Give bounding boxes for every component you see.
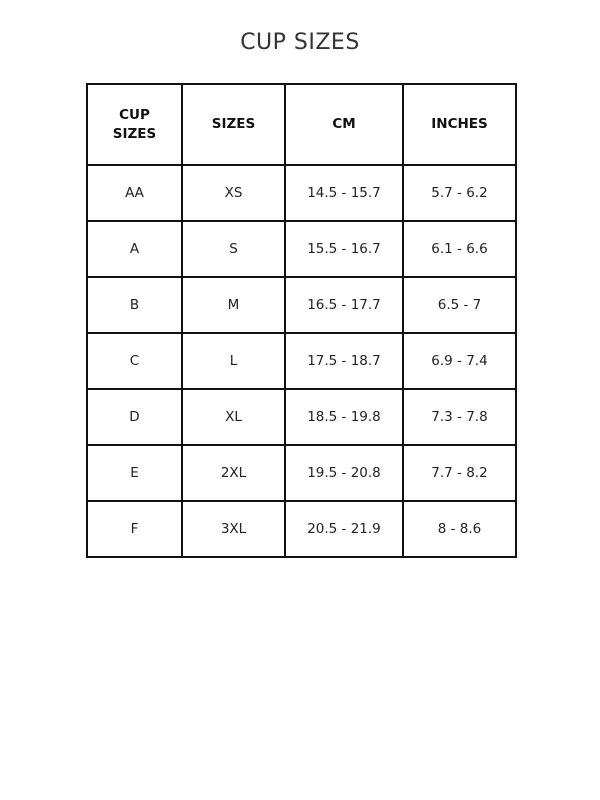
cell-cm: 20.5 - 21.9	[285, 501, 403, 557]
cell-cm: 16.5 - 17.7	[285, 277, 403, 333]
table-row	[87, 165, 516, 221]
cell-size: 3XL	[182, 501, 285, 557]
cell-inches: 8 - 8.6	[403, 501, 516, 557]
table-row	[87, 445, 516, 501]
table-row	[87, 221, 516, 277]
table-row	[87, 389, 516, 445]
cell-cm: 19.5 - 20.8	[285, 445, 403, 501]
cell-size: M	[182, 277, 285, 333]
cell-cup: D	[87, 389, 182, 445]
table-row	[87, 277, 516, 333]
cell-inches: 7.3 - 7.8	[403, 389, 516, 445]
cell-cm: 14.5 - 15.7	[285, 165, 403, 221]
cell-size: 2XL	[182, 445, 285, 501]
cell-inches: 6.9 - 7.4	[403, 333, 516, 389]
cell-inches: 7.7 - 8.2	[403, 445, 516, 501]
header-cup-sizes	[87, 84, 182, 165]
cell-size: XS	[182, 165, 285, 221]
cell-cup: F	[87, 501, 182, 557]
cup-size-table	[86, 83, 517, 558]
cell-size: XL	[182, 389, 285, 445]
cell-cup: C	[87, 333, 182, 389]
cell-cup: AA	[87, 165, 182, 221]
cell-cm: 17.5 - 18.7	[285, 333, 403, 389]
header-cm: CM	[285, 84, 403, 165]
cell-inches: 5.7 - 6.2	[403, 165, 516, 221]
table-row	[87, 501, 516, 557]
table-header-row	[87, 84, 516, 165]
header-cup-line2: SIZES	[112, 125, 157, 142]
header-cup-line1: CUP	[119, 106, 150, 123]
cell-cup: E	[87, 445, 182, 501]
cell-size: L	[182, 333, 285, 389]
header-inches: INCHES	[403, 84, 516, 165]
cell-size: S	[182, 221, 285, 277]
cell-cup: B	[87, 277, 182, 333]
table-row	[87, 333, 516, 389]
cell-cm: 15.5 - 16.7	[285, 221, 403, 277]
cell-inches: 6.1 - 6.6	[403, 221, 516, 277]
cell-cm: 18.5 - 19.8	[285, 389, 403, 445]
cell-cup: A	[87, 221, 182, 277]
header-sizes: SIZES	[182, 84, 285, 165]
page-title: CUP SIZES	[240, 30, 360, 55]
cell-inches: 6.5 - 7	[403, 277, 516, 333]
